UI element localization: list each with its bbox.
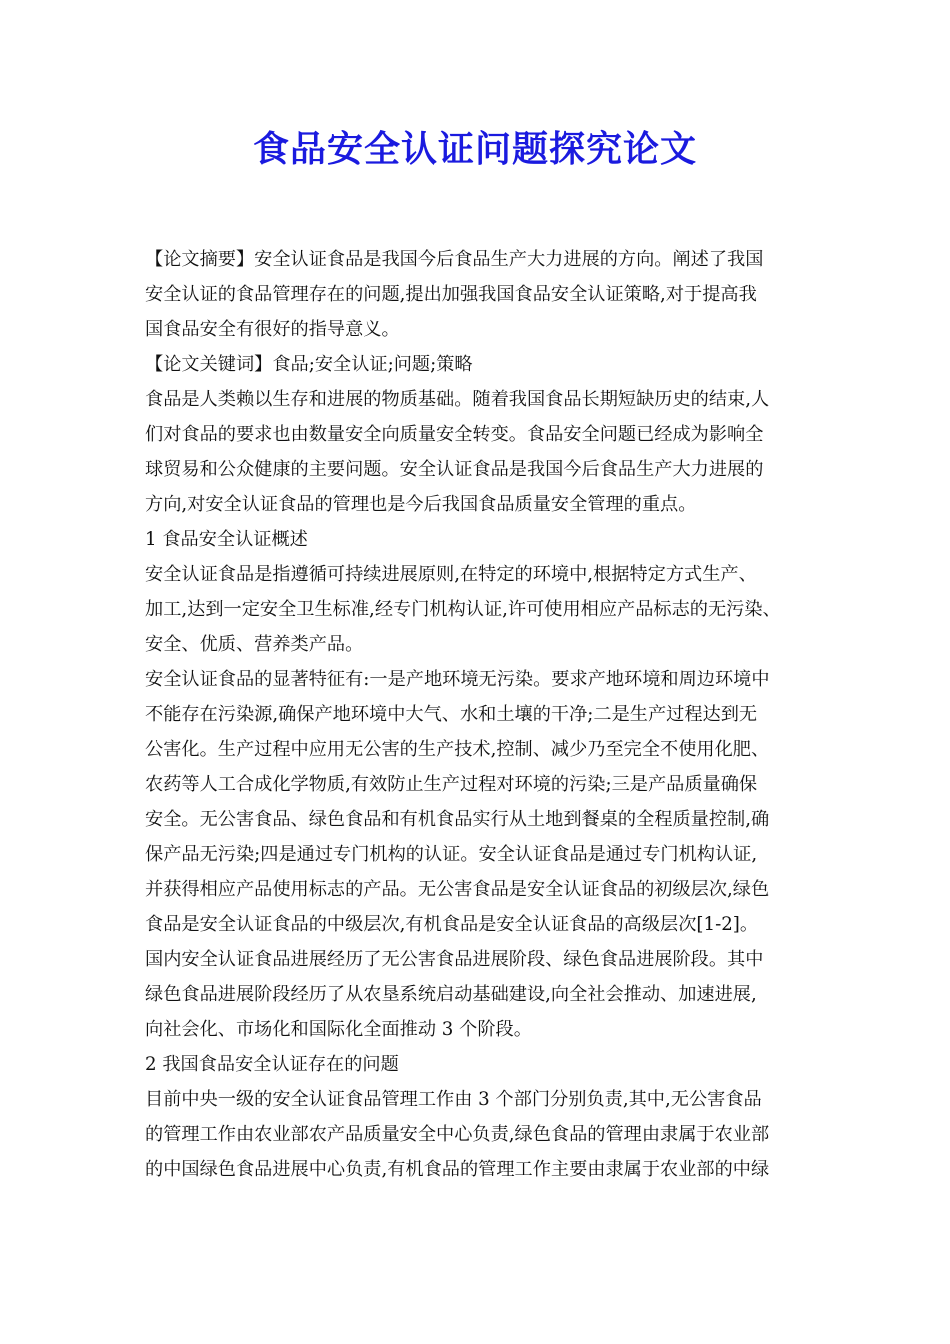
paragraph-line: 国内安全认证食品进展经历了无公害食品进展阶段、绿色食品进展阶段。其中 (145, 949, 764, 970)
paragraph-line: 安全认证的食品管理存在的问题,提出加强我国食品安全认证策略,对于提高我 (145, 284, 757, 305)
paragraph-line: 安全。无公害食品、绿色食品和有机食品实行从土地到餐桌的全程质量控制,确 (145, 809, 770, 830)
document-title: 食品安全认证问题探究论文 (252, 129, 697, 170)
paragraph-line: 食品是人类赖以生存和进展的物质基础。随着我国食品长期短缺历史的结束,人 (145, 389, 770, 410)
section-heading: 2 我国食品安全认证存在的问题 (145, 1054, 399, 1075)
paragraph-line: 【论文摘要】安全认证食品是我国今后食品生产大力进展的方向。阐述了我国 (145, 249, 764, 270)
paragraph-line: 方向,对安全认证食品的管理也是今后我国食品质量安全管理的重点。 (145, 494, 697, 515)
paragraph-line: 的管理工作由农业部农产品质量安全中心负责,绿色食品的管理由隶属于农业部 (145, 1124, 770, 1145)
paragraph-line: 向社会化、市场化和国际化全面推动 3 个阶段。 (145, 1019, 532, 1040)
paragraph-line: 安全、优质、营养类产品。 (145, 634, 364, 655)
document-body (145, 242, 825, 1187)
paragraph-line: 国食品安全有很好的指导意义。 (145, 319, 400, 340)
paragraph-line: 公害化。生产过程中应用无公害的生产技术,控制、减少乃至完全不使用化肥、 (145, 739, 770, 760)
paragraph-line: 绿色食品进展阶段经历了从农垦系统启动基础建设,向全社会推动、加速进展, (145, 984, 757, 1005)
paragraph-line: 食品是安全认证食品的中级层次,有机食品是安全认证食品的高级层次[1-2]。 (145, 914, 759, 935)
paragraph-line: 农药等人工合成化学物质,有效防止生产过程对环境的污染;三是产品质量确保 (145, 774, 758, 795)
paragraph-line: 的中国绿色食品进展中心负责,有机食品的管理工作主要由隶属于农业部的中绿 (145, 1159, 770, 1180)
paragraph-line: 们对食品的要求也由数量安全向质量安全转变。食品安全问题已经成为影响全 (145, 424, 764, 445)
keywords-line: 【论文关键词】食品;安全认证;问题;策略 (145, 354, 473, 375)
paragraph-line: 不能存在污染源,确保产地环境中大气、水和土壤的干净;二是生产过程达到无 (145, 704, 758, 725)
section-heading: 1 食品安全认证概述 (145, 529, 308, 550)
paragraph-line: 目前中央一级的安全认证食品管理工作由 3 个部门分别负责,其中,无公害食品 (145, 1089, 762, 1110)
paragraph-line: 保产品无污染;四是通过专门机构的认证。安全认证食品是通过专门机构认证, (145, 844, 758, 865)
paragraph-line: 加工,达到一定安全卫生标准,经专门机构认证,许可使用相应产品标志的无污染、 (145, 599, 781, 620)
paragraph-line: 安全认证食品的显著特征有:一是产地环境无污染。要求产地环境和周边环境中 (145, 669, 770, 690)
paragraph-line: 安全认证食品是指遵循可持续进展原则,在特定的环境中,根据特定方式生产、 (145, 564, 757, 585)
paragraph-line: 并获得相应产品使用标志的产品。无公害食品是安全认证食品的初级层次,绿色 (145, 879, 770, 900)
paragraph-line: 球贸易和公众健康的主要问题。安全认证食品是我国今后食品生产大力进展的 (145, 459, 764, 480)
